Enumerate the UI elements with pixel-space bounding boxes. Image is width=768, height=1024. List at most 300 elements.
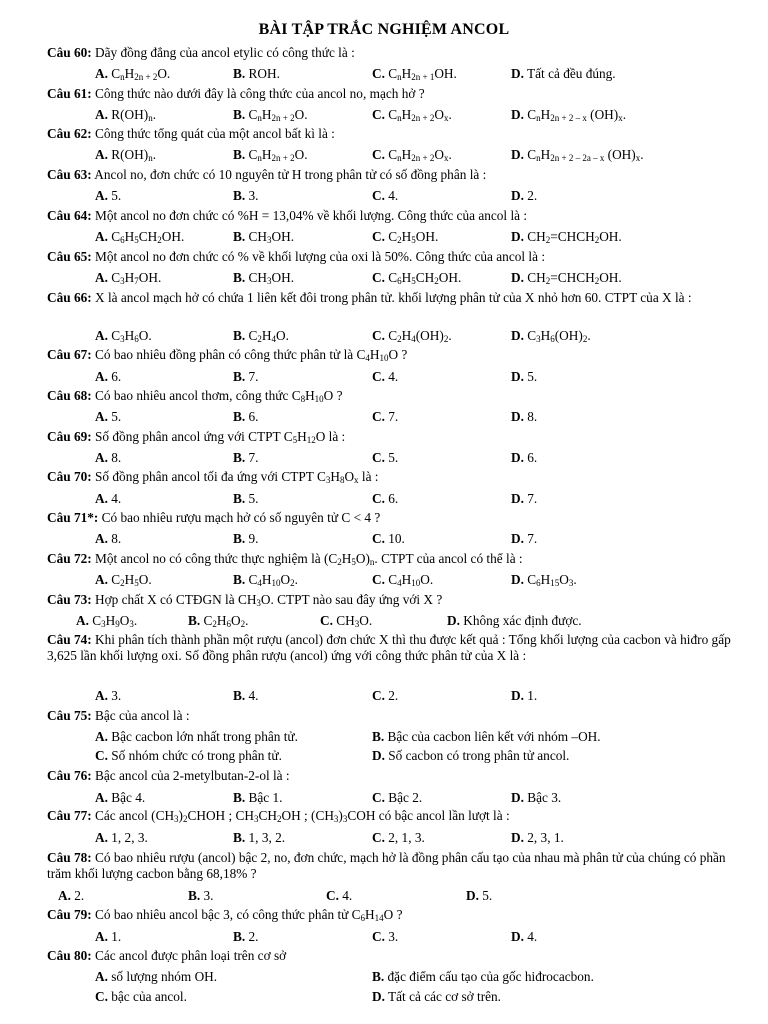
question-66 (47, 290, 733, 306)
option-d[interactable] (511, 790, 561, 806)
option-letter: B. (233, 830, 246, 845)
options-row (0, 147, 768, 163)
question-74 (47, 632, 733, 663)
option-letter: D. (447, 613, 460, 628)
question-number: Câu 65: (47, 249, 92, 264)
option-text: Bậc 2. (384, 790, 423, 805)
option-letter: A. (95, 270, 108, 285)
option-a[interactable] (95, 369, 121, 385)
option-text: 7. (245, 450, 259, 465)
question-75 (47, 708, 733, 724)
option-letter: D. (511, 147, 524, 162)
question-text: Công thức tổng quát của một ancol bất kì là : (91, 126, 335, 141)
option-text: Bậc cacbon lớn nhất trong phân tử. (107, 729, 298, 744)
option-text: $R(OH)_n$. (107, 107, 157, 123)
option-text: 5. (107, 188, 122, 203)
option-text: Bậc 1. (245, 790, 283, 805)
option-b[interactable] (233, 491, 259, 507)
option-text: 4. (384, 369, 399, 384)
option-letter: D. (511, 688, 524, 703)
option-d[interactable] (372, 748, 569, 764)
option-text: 3. (245, 188, 259, 203)
option-d[interactable] (511, 531, 537, 547)
question-number: Câu 69: (47, 429, 92, 444)
question-78 (47, 850, 733, 881)
option-text: $C_nH_{2n + 2}O$. (245, 147, 308, 163)
option-text: Số nhóm chức có trong phân tử. (107, 748, 282, 763)
option-letter: B. (233, 147, 246, 162)
option-letter: D. (511, 572, 524, 587)
option-letter: A. (76, 613, 89, 628)
option-c[interactable] (320, 613, 372, 629)
question-text: Dãy đồng đẳng của ancol etylic có công thức là : (91, 45, 355, 60)
option-text: 4. (338, 888, 353, 903)
question-text: Khi phân tích thành phần một rượu (ancol) đơn chức X thì thu được kết quả : Tổng khối lượng của cacbon và hiđro gấp 3,625 lần khối lượng oxi. Số đồng phân rượu (ancol) ứng với công thức phân tử của X là : (47, 632, 731, 663)
question-number: Câu 77: (47, 808, 92, 823)
question-number: Câu 61: (47, 86, 92, 101)
option-d[interactable] (511, 830, 564, 846)
options-row (0, 989, 768, 1005)
options-row (0, 229, 768, 245)
option-text: $CH_3OH$. (245, 229, 295, 245)
option-a[interactable] (95, 790, 145, 806)
option-text: $R(OH)_n$. (107, 147, 157, 163)
question-number: Câu 62: (47, 126, 92, 141)
option-text: số lượng nhóm OH. (107, 969, 218, 984)
option-letter: B. (233, 229, 246, 244)
option-text: 5. (245, 491, 259, 506)
option-text: 10. (384, 531, 405, 546)
question-number: Câu 67: (47, 347, 92, 362)
option-letter: A. (95, 147, 108, 162)
option-b[interactable] (233, 270, 294, 286)
question-number: Câu 73: (47, 592, 92, 607)
option-text: 1, 3, 2. (245, 830, 286, 845)
option-text: $C_3H_6(OH)_2$. (523, 328, 591, 344)
question-number: Câu 60: (47, 45, 92, 60)
option-letter: C. (372, 688, 385, 703)
option-b[interactable] (233, 450, 259, 466)
option-text: Tất cả các cơ sở trên. (384, 989, 502, 1004)
option-c[interactable] (372, 328, 452, 344)
option-b[interactable] (188, 613, 248, 629)
options-row (0, 688, 768, 704)
option-d[interactable] (511, 450, 537, 466)
option-text: $C_nH_{2n + 2}O_x$. (384, 147, 452, 163)
option-d[interactable] (447, 613, 582, 629)
option-b[interactable] (372, 969, 594, 985)
option-letter: A. (95, 66, 108, 81)
options-row (0, 450, 768, 466)
option-letter: B. (233, 328, 246, 343)
option-a[interactable] (95, 929, 121, 945)
question-76 (47, 768, 733, 784)
option-text: $C_nH_{2n + 1}OH$. (384, 66, 457, 82)
option-letter: C. (372, 790, 385, 805)
option-c[interactable] (372, 188, 398, 204)
option-a[interactable] (95, 270, 161, 286)
option-d[interactable] (511, 688, 537, 704)
question-72 (47, 551, 733, 567)
question-69 (47, 429, 733, 445)
option-text: Tất cả đều đúng. (523, 66, 616, 81)
option-letter: D. (511, 531, 524, 546)
option-text: $CH_2=CHCH_2OH$. (523, 229, 622, 245)
option-letter: A. (95, 572, 108, 587)
option-text: 2. (523, 188, 538, 203)
option-b[interactable] (233, 572, 298, 588)
option-c[interactable] (372, 147, 452, 163)
question-73 (47, 592, 733, 608)
option-d[interactable] (466, 888, 492, 904)
option-d[interactable] (511, 107, 626, 123)
option-b[interactable] (233, 409, 259, 425)
option-letter: C. (320, 613, 333, 628)
option-text: $CH_3OH$. (245, 270, 295, 286)
option-letter: A. (95, 969, 108, 984)
option-letter: A. (95, 107, 108, 122)
option-c[interactable] (372, 107, 452, 123)
option-text: 5. (523, 369, 538, 384)
option-d[interactable] (372, 989, 501, 1005)
option-a[interactable] (95, 688, 121, 704)
option-text: $C_2H_4O$. (245, 328, 289, 344)
option-letter: C. (372, 491, 385, 506)
option-text: 9. (245, 531, 259, 546)
option-letter: A. (95, 409, 108, 424)
option-c[interactable] (372, 270, 461, 286)
option-text: $C_4H_{10}O$. (384, 572, 434, 588)
option-letter: A. (95, 328, 108, 343)
option-text: $C_4H_{10}O_2$. (245, 572, 298, 588)
options-row (0, 888, 768, 904)
question-79 (47, 907, 733, 923)
option-d[interactable] (511, 147, 644, 163)
question-71 (47, 510, 733, 526)
option-text: 4. (107, 491, 122, 506)
option-letter: B. (233, 929, 246, 944)
options-row (0, 409, 768, 425)
option-a[interactable] (95, 66, 170, 82)
option-d[interactable] (511, 369, 537, 385)
question-number: Câu 70: (47, 469, 92, 484)
option-text: 6. (523, 450, 538, 465)
option-a[interactable] (76, 613, 137, 629)
question-77 (47, 808, 733, 824)
option-letter: C. (326, 888, 339, 903)
option-c[interactable] (372, 66, 457, 82)
question-text: Các ancol được phân loại trên cơ sở (91, 948, 287, 963)
option-text: 1. (107, 929, 122, 944)
question-61 (47, 86, 733, 102)
option-b[interactable] (233, 188, 259, 204)
option-letter: D. (511, 229, 524, 244)
question-text: Có bao nhiêu ancol thơm, công thức $C_8H_{10}O$ ? (91, 388, 343, 404)
question-text: X là ancol mạch hở có chứa 1 liên kết đôi trong phân tử. khối lượng phân tử của X nhỏ hơn 60. CTPT của X là : (91, 290, 692, 305)
option-letter: D. (511, 409, 524, 424)
option-letter: A. (95, 188, 108, 203)
options-row (0, 369, 768, 385)
option-d[interactable] (511, 929, 537, 945)
option-text: $C_2H_5OH$. (384, 229, 439, 245)
option-a[interactable] (95, 328, 152, 344)
option-c[interactable] (372, 450, 398, 466)
option-letter: A. (95, 369, 108, 384)
option-text: $C_nH_{2n + 2}O$. (245, 107, 308, 123)
question-64 (47, 208, 733, 224)
option-text: $C_6H_5CH_2OH$. (107, 229, 185, 245)
option-text: 5. (384, 450, 399, 465)
option-d[interactable] (511, 66, 616, 82)
option-c[interactable] (372, 369, 398, 385)
option-d[interactable] (511, 328, 591, 344)
option-letter: C. (372, 830, 385, 845)
option-text: $CH_2=CHCH_2OH$. (523, 270, 622, 286)
option-c[interactable] (372, 531, 405, 547)
option-text: 5. (478, 888, 493, 903)
option-letter: B. (233, 107, 246, 122)
question-62 (47, 126, 733, 142)
option-b[interactable] (233, 929, 259, 945)
option-letter: B. (233, 369, 246, 384)
option-text: bậc của ancol. (107, 989, 187, 1004)
option-d[interactable] (511, 229, 622, 245)
option-letter: C. (372, 66, 385, 81)
option-text: $C_nH_{2n + 2 - 2a - x}$ $(OH)_x$. (523, 147, 644, 163)
option-text: $C_nH_{2n + 2}O$. (107, 66, 171, 82)
options-row (0, 572, 768, 588)
option-text: 4. (523, 929, 538, 944)
option-a[interactable] (95, 409, 121, 425)
option-d[interactable] (511, 188, 537, 204)
option-text: 3. (107, 688, 122, 703)
option-text: $C_3H_6O$. (107, 328, 152, 344)
option-text: 8. (107, 450, 122, 465)
options-row (0, 270, 768, 286)
page-title: BÀI TẬP TRẮC NGHIỆM ANCOL (258, 21, 510, 38)
question-number: Câu 79: (47, 907, 92, 922)
option-letter: A. (95, 229, 108, 244)
options-row (0, 491, 768, 507)
option-letter: D. (511, 66, 524, 81)
question-67 (47, 347, 733, 363)
option-letter: A. (95, 491, 108, 506)
options-row (0, 613, 768, 629)
question-60 (47, 45, 733, 61)
option-letter: B. (233, 270, 246, 285)
option-letter: B. (188, 613, 201, 628)
option-text: $C_2H_4(OH)_2$. (384, 328, 452, 344)
question-text: Bậc của ancol là : (91, 708, 190, 723)
question-number: Câu 68: (47, 388, 92, 403)
options-row (0, 830, 768, 846)
option-letter: D. (372, 989, 385, 1004)
options-row (0, 531, 768, 547)
options-row (0, 328, 768, 344)
option-a[interactable] (95, 450, 121, 466)
options-row (0, 729, 768, 745)
question-text: Công thức nào dưới đây là công thức của ancol no, mạch hở ? (91, 86, 425, 101)
question-text: Số đồng phân ancol tối đa ứng với CTPT $C_3H_8O_x$ là : (91, 469, 379, 485)
question-65 (47, 249, 733, 265)
option-text: 8. (107, 531, 122, 546)
options-row (0, 66, 768, 82)
option-text: Bậc của cacbon liên kết với nhóm –OH. (384, 729, 601, 744)
options-row (0, 748, 768, 764)
question-text: Các ancol $(CH_3)_2CHOH$ ; $CH_3CH_2OH$ ; $(CH_3)_3COH$ có bậc ancol lần lượt là : (91, 808, 510, 824)
option-letter: A. (95, 531, 108, 546)
option-text: 1. (523, 688, 538, 703)
option-text: 6. (245, 409, 259, 424)
option-a[interactable] (95, 491, 121, 507)
option-letter: D. (511, 830, 524, 845)
option-a[interactable] (95, 830, 148, 846)
option-text: $CH_3O$. (332, 613, 373, 629)
option-a[interactable] (95, 531, 121, 547)
option-text: $C_3H_9O_3$. (88, 613, 138, 629)
option-letter: C. (372, 531, 385, 546)
option-a[interactable] (58, 888, 84, 904)
option-c[interactable] (95, 989, 187, 1005)
option-letter: D. (511, 790, 524, 805)
option-c[interactable] (372, 572, 433, 588)
question-text: Số đồng phân ancol ứng với CTPT $C_5H_{12}O$ là : (91, 429, 346, 445)
question-70 (47, 469, 733, 485)
question-number: Câu 64: (47, 208, 92, 223)
option-a[interactable] (95, 107, 156, 123)
question-text: Có bao nhiêu rượu mạch hở có số nguyên tử C < 4 ? (98, 510, 381, 525)
option-text: $C_nH_{2n + 2 - x}$ $(OH)_x$. (523, 107, 627, 123)
question-number: Câu 66: (47, 290, 92, 305)
option-b[interactable] (233, 107, 308, 123)
question-text: Có bao nhiêu rượu (ancol) bậc 2, no, đơn chức, mạch hở là đồng phân cấu tạo của nhau mà phân tử của chúng có phần trăm khối lượng cacbon bằng 68,18% ? (47, 850, 726, 881)
option-b[interactable] (233, 790, 283, 806)
option-b[interactable] (233, 147, 308, 163)
option-text: Số cacbon có trong phân tử ancol. (384, 748, 570, 763)
option-text: 5. (107, 409, 122, 424)
option-text: 2, 1, 3. (384, 830, 425, 845)
option-letter: C. (372, 328, 385, 343)
option-a[interactable] (95, 969, 217, 985)
option-letter: C. (372, 409, 385, 424)
option-c[interactable] (326, 888, 352, 904)
option-c[interactable] (372, 409, 398, 425)
option-text: 1, 2, 3. (107, 830, 148, 845)
options-row (0, 107, 768, 123)
option-d[interactable] (511, 270, 622, 286)
options-row (0, 790, 768, 806)
option-text: 7. (245, 369, 259, 384)
option-b[interactable] (372, 729, 601, 745)
options-row (0, 969, 768, 985)
option-text: $C_6H_5CH_2OH$. (384, 270, 462, 286)
question-text: Hợp chất X có CTĐGN là $CH_3O$. CTPT nào sau đây ứng với X ? (91, 592, 443, 608)
question-text: Một ancol no đơn chức có %H = 13,04% về khối lượng. Công thức của ancol là : (91, 208, 528, 223)
option-c[interactable] (372, 929, 398, 945)
option-b[interactable] (233, 66, 280, 82)
option-letter: C. (372, 147, 385, 162)
question-80 (47, 948, 733, 964)
option-letter: B. (233, 66, 246, 81)
option-letter: A. (95, 450, 108, 465)
option-c[interactable] (372, 688, 398, 704)
question-number: Câu 71*: (47, 510, 99, 525)
question-number: Câu 80: (47, 948, 92, 963)
option-text: 4. (384, 188, 399, 203)
option-b[interactable] (188, 888, 214, 904)
option-b[interactable] (233, 229, 294, 245)
option-letter: C. (372, 450, 385, 465)
option-text: 2. (245, 929, 259, 944)
option-letter: B. (233, 688, 246, 703)
option-d[interactable] (511, 572, 577, 588)
question-68 (47, 388, 733, 404)
option-b[interactable] (233, 531, 259, 547)
option-a[interactable] (95, 729, 298, 745)
question-text: Có bao nhiêu đồng phân có công thức phân tử là $C_4H_{10}O$ ? (91, 347, 408, 363)
option-letter: D. (511, 270, 524, 285)
option-letter: C. (95, 748, 108, 763)
option-c[interactable] (372, 491, 398, 507)
option-letter: C. (372, 369, 385, 384)
option-c[interactable] (372, 229, 438, 245)
question-number: Câu 76: (47, 768, 92, 783)
options-row (0, 188, 768, 204)
option-text: 2. (70, 888, 85, 903)
option-d[interactable] (511, 409, 537, 425)
option-b[interactable] (233, 830, 285, 846)
option-text: $C_3H_7OH$. (107, 270, 162, 286)
option-text: 7. (384, 409, 399, 424)
option-letter: B. (233, 572, 246, 587)
option-text: 2. (384, 688, 399, 703)
option-letter: B. (233, 491, 246, 506)
option-b[interactable] (233, 688, 259, 704)
question-text: Bậc ancol của 2-metylbutan-2-ol là : (91, 768, 290, 783)
option-a[interactable] (95, 229, 184, 245)
option-text: ROH. (245, 66, 280, 81)
question-number: Câu 63: (47, 167, 92, 182)
option-letter: D. (511, 369, 524, 384)
option-letter: D. (466, 888, 479, 903)
option-c[interactable] (372, 830, 425, 846)
option-text: 7. (523, 491, 538, 506)
option-text: 6. (384, 491, 399, 506)
option-a[interactable] (95, 147, 156, 163)
option-letter: D. (511, 450, 524, 465)
option-letter: C. (372, 229, 385, 244)
option-b[interactable] (233, 328, 289, 344)
question-number: Câu 72: (47, 551, 92, 566)
option-letter: B. (233, 790, 246, 805)
option-letter: C. (372, 107, 385, 122)
option-c[interactable] (372, 790, 422, 806)
option-text: 7. (523, 531, 538, 546)
option-b[interactable] (233, 369, 259, 385)
option-text: Bậc 3. (523, 790, 562, 805)
option-letter: D. (511, 107, 524, 122)
option-text: 2, 3, 1. (523, 830, 564, 845)
option-d[interactable] (511, 491, 537, 507)
option-text: 3. (384, 929, 399, 944)
option-letter: B. (233, 531, 246, 546)
option-a[interactable] (95, 572, 152, 588)
option-c[interactable] (95, 748, 282, 764)
option-letter: B. (233, 188, 246, 203)
option-a[interactable] (95, 188, 121, 204)
option-letter: C. (372, 572, 385, 587)
option-text: $C_2H_5O$. (107, 572, 152, 588)
